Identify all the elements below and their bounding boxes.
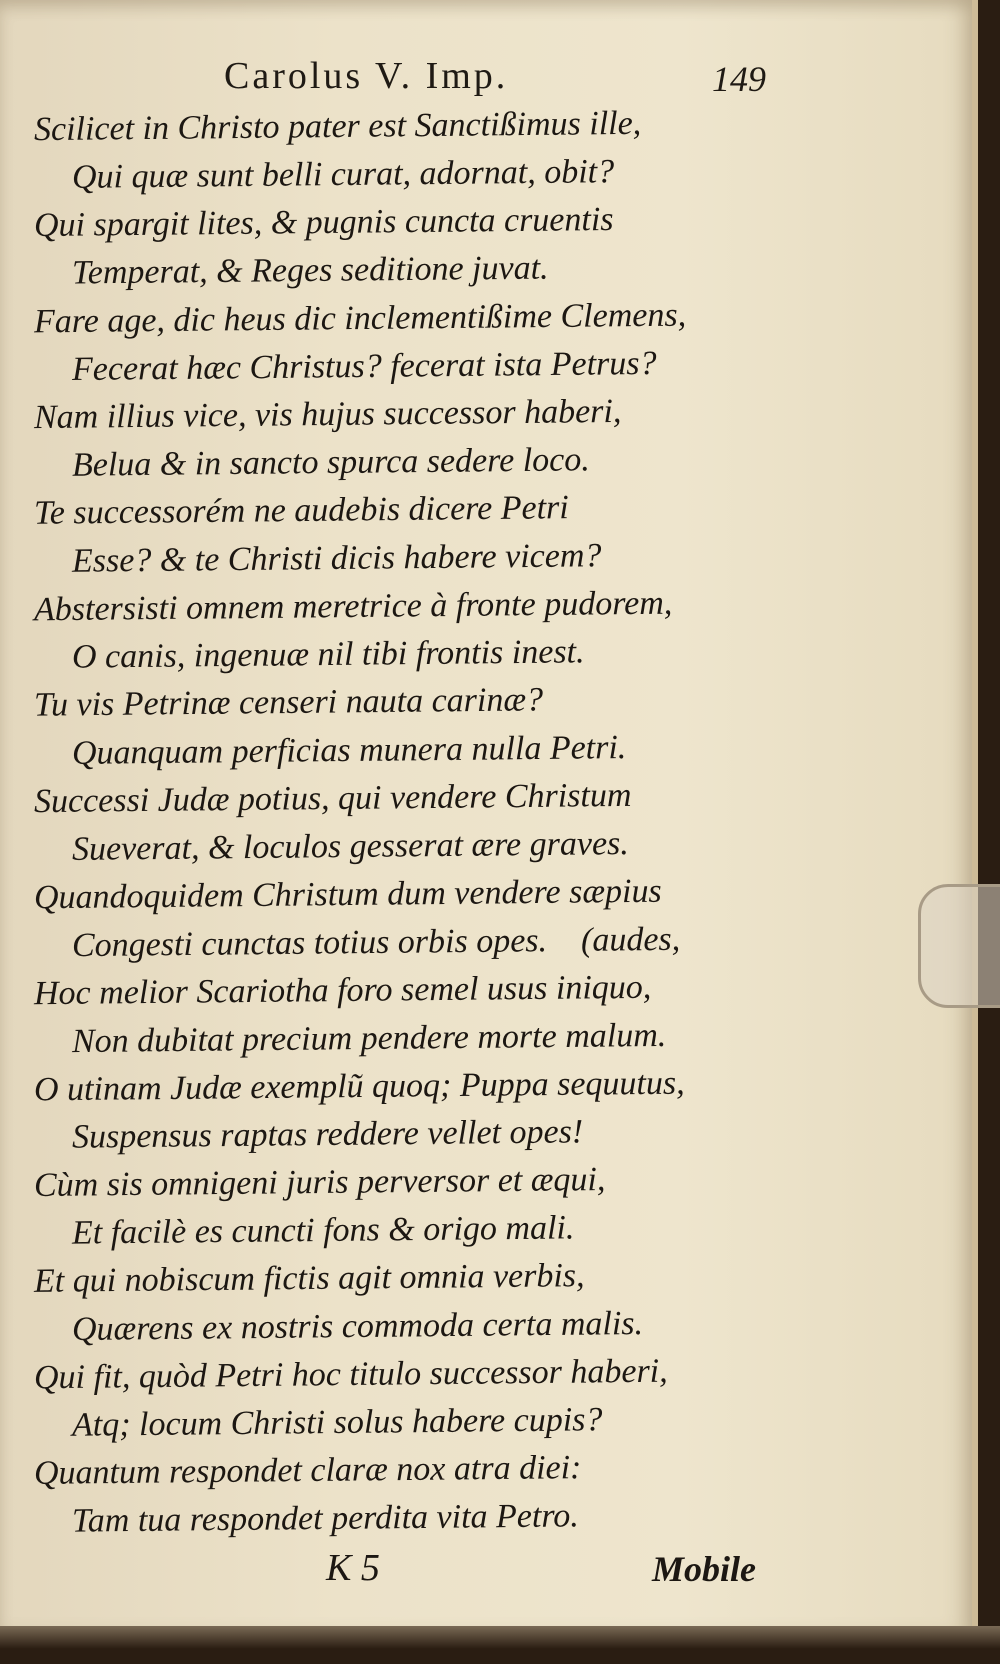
verse-line: Non dubitat precium pendere morte malum.	[71, 1016, 667, 1061]
verse-line: Te successorém ne audebis dicere Petri	[33, 489, 569, 532]
verse-line: Fare age, dic heus dic inclementißime Clemens,	[33, 296, 687, 341]
verse-line: Quandoquidem Christum dum vendere sæpius	[33, 872, 662, 917]
verse-line: Tu vis Petrinæ censeri nauta carinæ?	[33, 681, 544, 724]
verse-line: Suspensus raptas reddere vellet opes!	[71, 1113, 584, 1156]
verse-line: Atq; locum Christi solus habere cupis?	[71, 1401, 603, 1444]
verse-line: Qui fit, quòd Petri hoc titulo successor haberi,	[33, 1352, 668, 1397]
verse-line: Tam tua respondet perdita vita Petro.	[71, 1497, 580, 1540]
verse-line: Fecerat hæc Christus? fecerat ista Petrus?	[71, 344, 657, 389]
page-edge-shadow	[0, 1626, 1000, 1664]
verse-line: Nam illius vice, vis hujus successor haberi,	[33, 392, 622, 437]
verse-line: Sueverat, & loculos gesserat ære graves.	[71, 825, 630, 868]
verse-line: Esse? & te Christi dicis habere vicem?	[71, 537, 602, 580]
catchword: Mobile	[652, 1549, 756, 1589]
verse-line: Temperat, & Reges seditione juvat.	[71, 249, 549, 292]
signature-mark: K 5	[326, 1547, 380, 1589]
verse-line: Belua & in sancto spurca sedere loco.	[71, 441, 590, 484]
verse-line: Congesti cunctas totius orbis opes. (audes,	[71, 920, 681, 965]
verse-line: Et qui nobiscum fictis agit omnia verbis,	[33, 1257, 585, 1300]
verse-line: Scilicet in Christo pater est Sanctißimus ille,	[33, 104, 642, 149]
verse-line: Et facilè es cuncti fons & origo mali.	[71, 1209, 575, 1252]
verse-line: Cùm sis omnigeni juris perversor et æqui,	[33, 1161, 606, 1204]
verse-line: Qui spargit lites, & pugnis cuncta cruentis	[33, 200, 614, 245]
verse-line: O canis, ingenuæ nil tibi frontis inest.	[71, 633, 585, 676]
page-number: 149	[712, 59, 766, 99]
verse-line: Quanquam perficias munera nulla Petri.	[71, 729, 627, 772]
running-head: Carolus V. Imp.	[224, 55, 509, 97]
verse-line: O utinam Judæ exemplũ quoq; Puppa sequutus,	[33, 1064, 685, 1109]
verse-line: Quantum respondet claræ nox atra diei:	[33, 1449, 582, 1492]
verse-line: Successi Judæ potius, qui vendere Christum	[33, 776, 632, 821]
verse-line: Quærens ex nostris commoda certa malis.	[71, 1305, 644, 1348]
page-tab-clip	[918, 884, 1000, 1008]
verse-line: Hoc melior Scariotha foro semel usus iniquo,	[33, 968, 652, 1013]
verse-line: Qui quæ sunt belli curat, adornat, obit?	[71, 153, 615, 196]
verse-line: Abstersisti omnem meretrice à fronte pudorem,	[33, 584, 673, 629]
